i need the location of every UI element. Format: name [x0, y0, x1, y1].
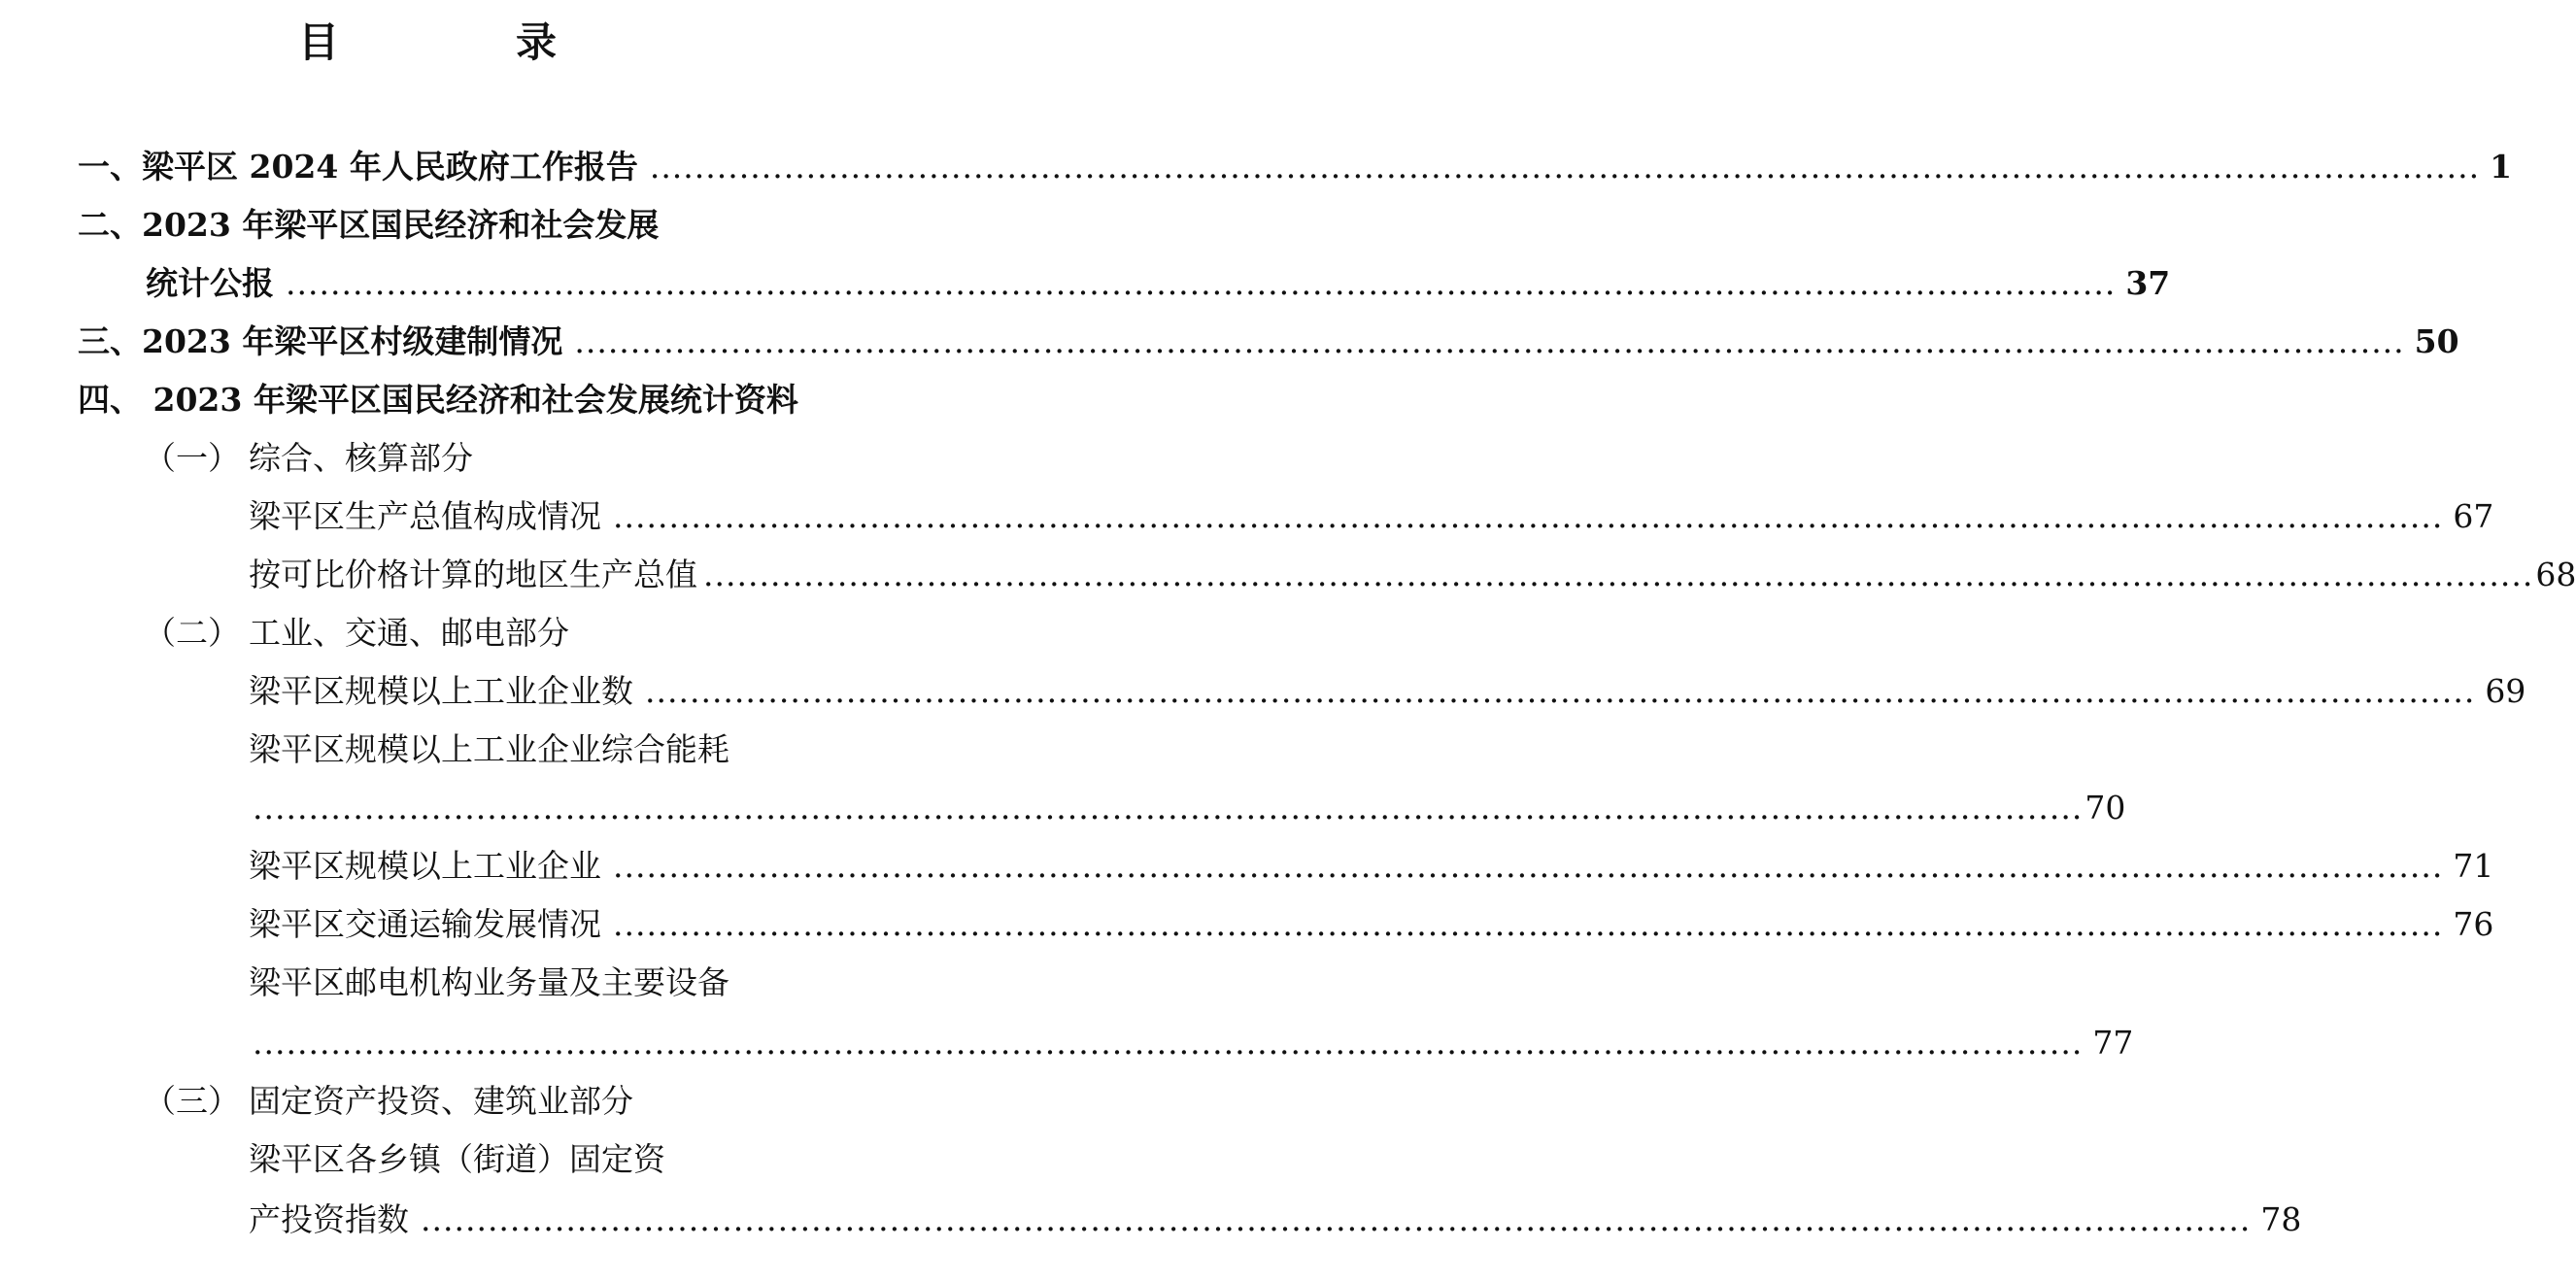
toc-leader: ....................................................................................................................................................................	[421, 1200, 2252, 1238]
toc-page-number: 1	[2490, 148, 2513, 186]
toc-entry-text: 按可比价格计算的地区生产总值	[249, 556, 697, 593]
toc-leader: ....................................................................................................................................................................	[613, 497, 2444, 535]
toc-entry[interactable]	[78, 317, 2459, 367]
toc-entry-text: 产投资指数	[249, 1200, 409, 1238]
toc-leader: ....................................................................................................................................................................	[574, 322, 2405, 360]
toc-page-number: 76	[2453, 905, 2494, 943]
toc-entry-text: 梁平区规模以上工业企业数	[249, 672, 633, 710]
toc-entry[interactable]	[78, 200, 781, 251]
toc-item[interactable]	[249, 899, 2494, 950]
toc-page-number: 67	[2453, 497, 2494, 535]
toc-entry-text: 一、梁平区 2024 年人民政府工作报告	[78, 148, 638, 186]
toc-entry-text: 工业、交通、邮电部分	[249, 614, 569, 652]
toc-entry-text: 二、2023 年梁平区国民经济和社会发展	[78, 206, 660, 244]
toc-item-continuation[interactable]	[249, 1195, 2302, 1245]
toc-page-number: 69	[2485, 672, 2526, 710]
toc-page-number: 71	[2453, 847, 2494, 885]
toc-leader: ....................................................................................................................................................................	[613, 847, 2444, 885]
toc-leader: ....................................................................................................................................................................	[253, 789, 2084, 827]
toc-leader: ....................................................................................................................................................................	[286, 264, 2117, 302]
toc-entry-text: 三、2023 年梁平区村级建制情况	[78, 322, 563, 360]
toc-item[interactable]	[249, 841, 2494, 892]
toc-entry-text: 统计公报	[146, 264, 274, 302]
toc-item[interactable]	[249, 550, 2576, 600]
toc-entry-continuation[interactable]	[146, 258, 2171, 309]
toc-subsection-label: （二）	[144, 614, 240, 652]
toc-item-continuation[interactable]	[249, 783, 2126, 833]
toc-page-number: 77	[2092, 1024, 2134, 1062]
toc-subsection-label: （一）	[144, 439, 240, 477]
toc-item-continuation[interactable]	[249, 1018, 2134, 1068]
toc-leader: ....................................................................................................................................................................	[645, 672, 2476, 710]
toc-entry-text: 四、 2023 年梁平区国民经济和社会发展统计资料	[78, 381, 798, 419]
toc-entry-text: 综合、核算部分	[249, 439, 473, 477]
toc-item[interactable]	[249, 958, 781, 1008]
toc-subsection[interactable]	[144, 433, 781, 484]
toc-leader: ....................................................................................................................................................................	[703, 556, 2534, 593]
toc-page-number: 50	[2414, 322, 2459, 360]
toc-entry-text: 梁平区交通运输发展情况	[249, 905, 601, 943]
toc-item[interactable]	[249, 725, 781, 775]
toc-page-number: 78	[2260, 1200, 2302, 1238]
toc-item[interactable]	[249, 666, 2526, 717]
toc-entry-text: 梁平区邮电机构业务量及主要设备	[249, 963, 729, 1001]
toc-page-number: 70	[2085, 789, 2126, 827]
toc-entry-text: 梁平区生产总值构成情况	[249, 497, 601, 535]
toc-page-number: 68	[2535, 556, 2576, 593]
toc-page-number: 37	[2125, 264, 2171, 302]
toc-leader: ....................................................................................................................................................................	[613, 905, 2444, 943]
toc-subsection[interactable]	[144, 1076, 781, 1127]
toc-entry-text: 梁平区规模以上工业企业综合能耗	[249, 730, 729, 768]
toc-leader: ....................................................................................................................................................................	[649, 148, 2481, 186]
toc-entry-text: 固定资产投资、建筑业部分	[249, 1082, 633, 1120]
toc-subsection[interactable]	[144, 608, 781, 658]
toc-entry-text: 梁平区规模以上工业企业	[249, 847, 601, 885]
toc-item[interactable]	[249, 491, 2494, 542]
toc-entry-text: 梁平区各乡镇（街道）固定资	[249, 1140, 665, 1178]
toc-entry[interactable]	[78, 375, 798, 425]
page-title: 目 录	[297, 18, 625, 66]
toc-entry[interactable]	[78, 142, 2513, 192]
toc-subsection-label: （三）	[144, 1082, 240, 1120]
toc-item[interactable]	[249, 1134, 781, 1185]
toc-leader: ....................................................................................................................................................................	[253, 1024, 2084, 1062]
